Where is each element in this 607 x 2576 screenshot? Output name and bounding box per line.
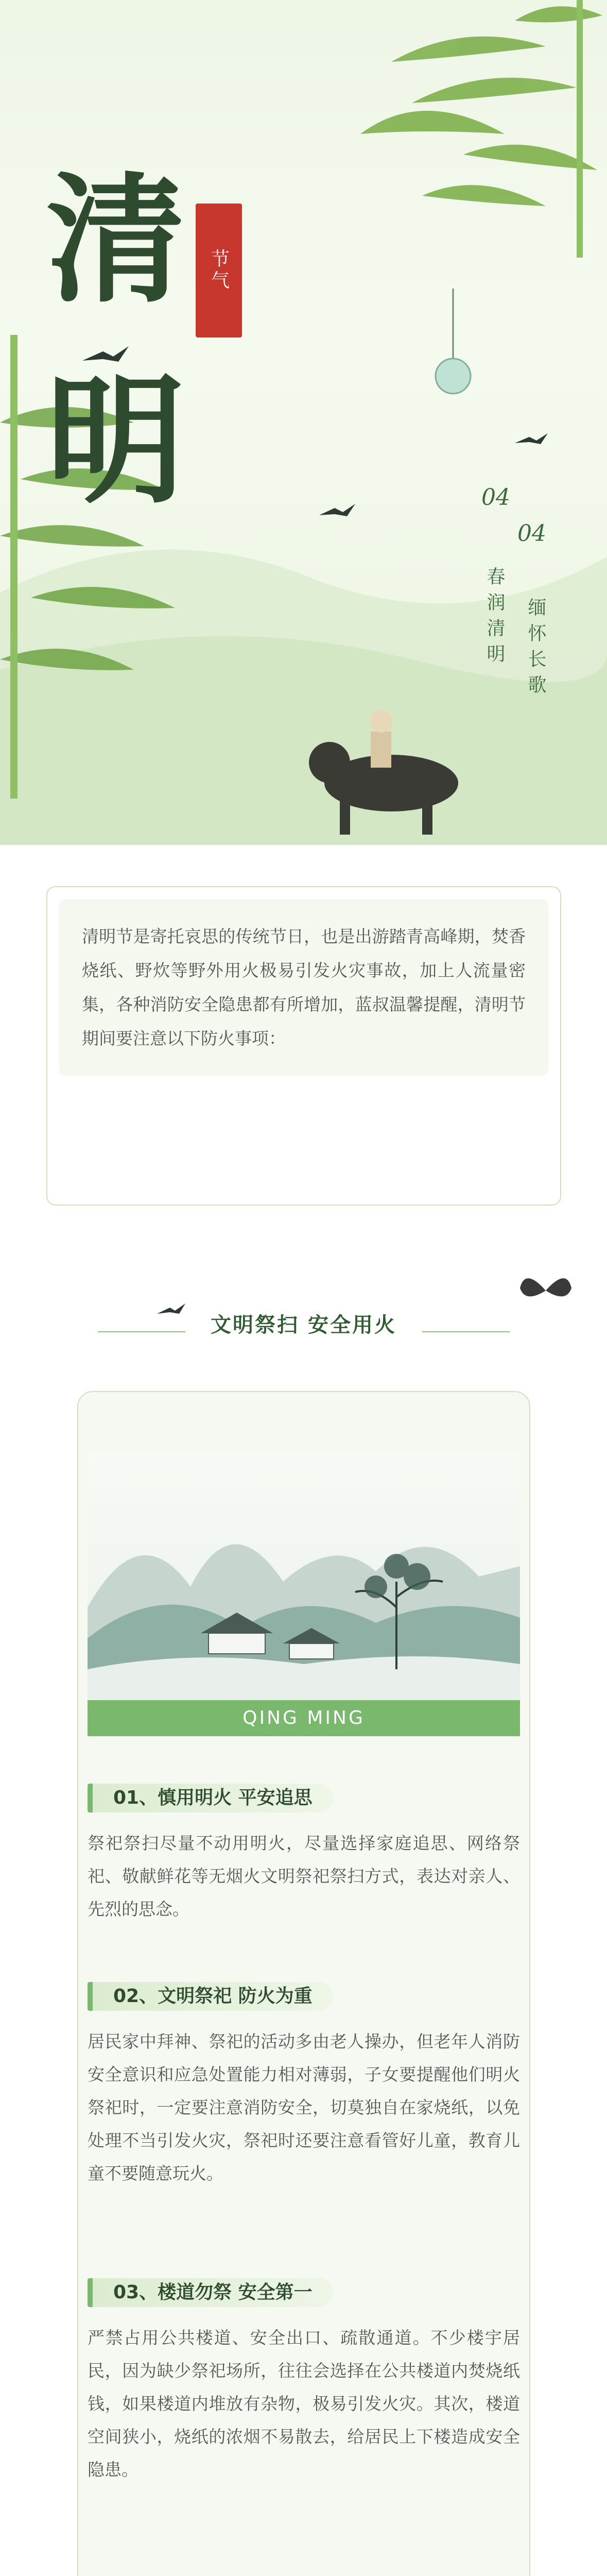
tip-title: 01、慎用明火 平安追思 [88,1784,333,1812]
intro-paragraph: 清明节是寄托哀思的传统节日，也是出游踏青高峰期，焚香烧纸、野炊等野外用火极易引发火灾事故，加上人流量密集，各种消防安全隐患都有所增加，蓝叔温馨提醒，清明节期间要注意以下防火事项： [59,899,548,1076]
scene-caption: QING MING [88,1700,520,1736]
section-header [0,1267,607,1360]
date-month: 04 [481,484,510,511]
tip-body: 祭祀祭扫尽量不动用明火，尽量选择家庭追思、网络祭祀、敬献鲜花等无烟火文明祭祀祭扫方式，表达对亲人、先烈的思念。 [88,1833,520,1919]
tip-body: 居民家中拜神、祭祀的活动多由老人操办，但老年人消防安全意识和应急处置能力相对薄弱，子女要提醒他们明火祭祀时，一定要注意消防安全，切莫独自在家烧纸，以免处理不当引发火灾，祭祀时还要注意看管好儿童，教育儿童不要随意玩火。 [88,2031,520,2183]
hero-char-qing: 清 [46,158,185,321]
tip-item-02 [88,1981,520,2190]
date-day: 04 [517,520,546,547]
tip-item-03 [88,2277,520,2486]
tip-item-01 [88,1783,520,1926]
tip-title: 02、文明祭祀 防火为重 [88,1982,333,2011]
seal-stamp: 节气 [196,204,242,337]
hero-column-left: 春润清明 [484,567,505,670]
tip-body: 严禁占用公共楼道、安全出口、疏散通道。不少楼宇居民，因为缺少祭祀场所，往往会选择在公共楼道内焚烧纸钱，如果楼道内堆放有杂物，极易引发火灾。其次，楼道空间狭小，烧纸的浓烟不易散去，给居民上下楼造成安全隐患。 [88,2328,520,2480]
hero-banner [0,0,607,845]
hero-char-ming: 明 [46,359,185,522]
tip-title: 03、楼道勿祭 安全第一 [88,2278,333,2307]
section-title: 文明祭扫 安全用火 [211,1313,396,1337]
butterfly-icon [515,1267,577,1314]
ink-landscape-image [88,1453,520,1705]
hero-column-right: 缅怀长歌 [525,598,546,701]
